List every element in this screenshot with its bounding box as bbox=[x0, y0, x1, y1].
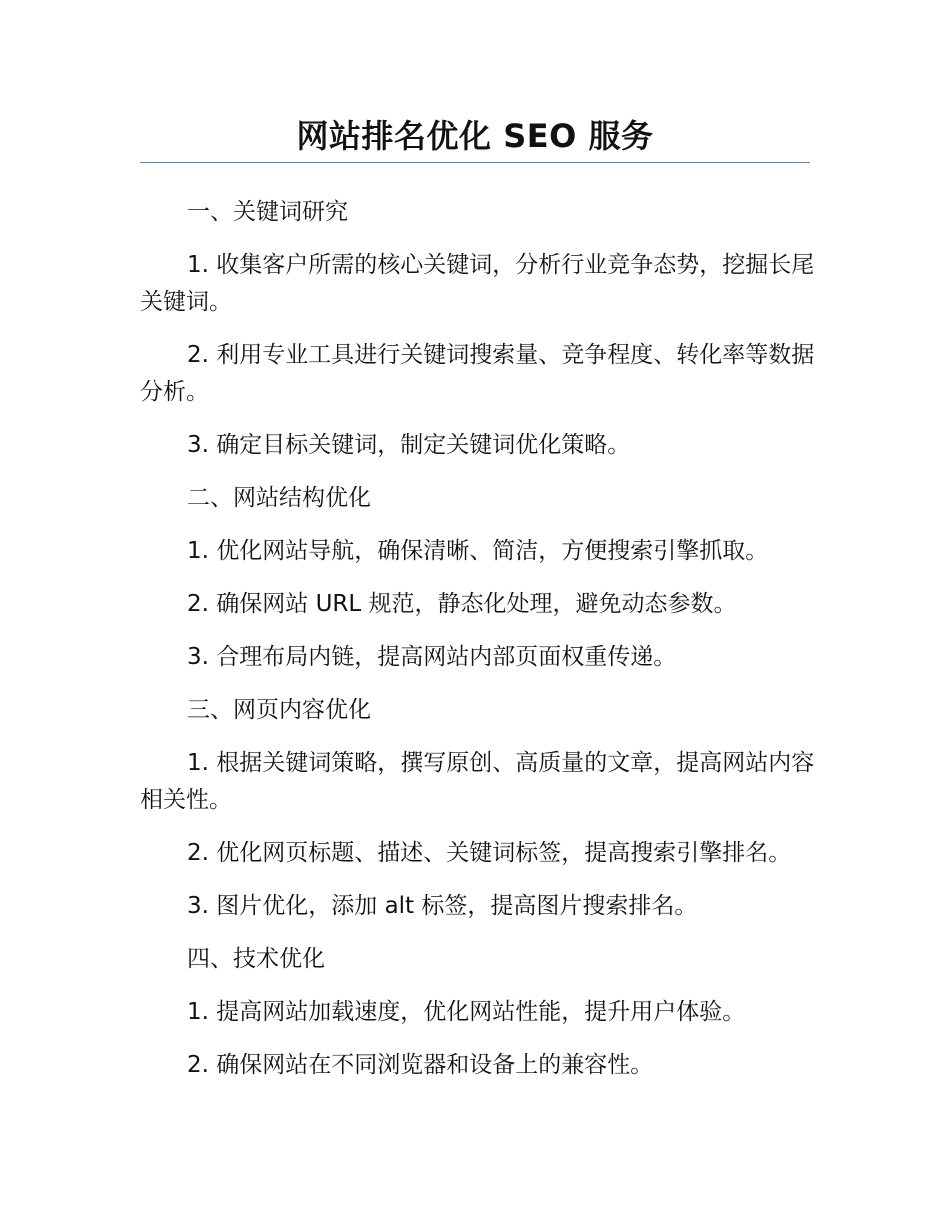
list-item: 1. 优化网站导航，确保清晰、简洁，方便搜索引擎抓取。 bbox=[187, 538, 769, 564]
list-item: 3. 合理布局内链，提高网站内部页面权重传递。 bbox=[187, 644, 677, 670]
list-item: 2. 确保网站在不同浏览器和设备上的兼容性。 bbox=[187, 1052, 654, 1078]
page-title: 网站排名优化 SEO 服务 bbox=[296, 117, 654, 155]
list-item: 1. 收集客户所需的核心关键词，分析行业竞争态势，挖掘长尾关键词。 bbox=[140, 252, 815, 315]
section-heading-site-structure: 二、网站结构优化 bbox=[187, 485, 371, 511]
list-item: 3. 图片优化，添加 alt 标签，提高图片搜索排名。 bbox=[187, 893, 698, 919]
list-item: 2. 确保网站 URL 规范，静态化处理，避免动态参数。 bbox=[187, 591, 737, 617]
section-heading-keyword-research: 一、关键词研究 bbox=[187, 199, 348, 225]
list-item: 2. 利用专业工具进行关键词搜索量、竞争程度、转化率等数据分析。 bbox=[140, 342, 815, 405]
section-heading-technical-optimization: 四、技术优化 bbox=[187, 946, 325, 972]
section-heading-content-optimization: 三、网页内容优化 bbox=[187, 697, 371, 723]
document-body bbox=[140, 194, 820, 1100]
list-item: 2. 优化网页标题、描述、关键词标签，提高搜索引擎排名。 bbox=[187, 840, 792, 866]
list-item: 1. 提高网站加载速度，优化网站性能，提升用户体验。 bbox=[187, 999, 746, 1025]
list-item: 3. 确定目标关键词，制定关键词优化策略。 bbox=[187, 432, 631, 458]
list-item: 1. 根据关键词策略，撰写原创、高质量的文章，提高网站内容相关性。 bbox=[140, 750, 815, 813]
title-divider bbox=[140, 162, 810, 163]
